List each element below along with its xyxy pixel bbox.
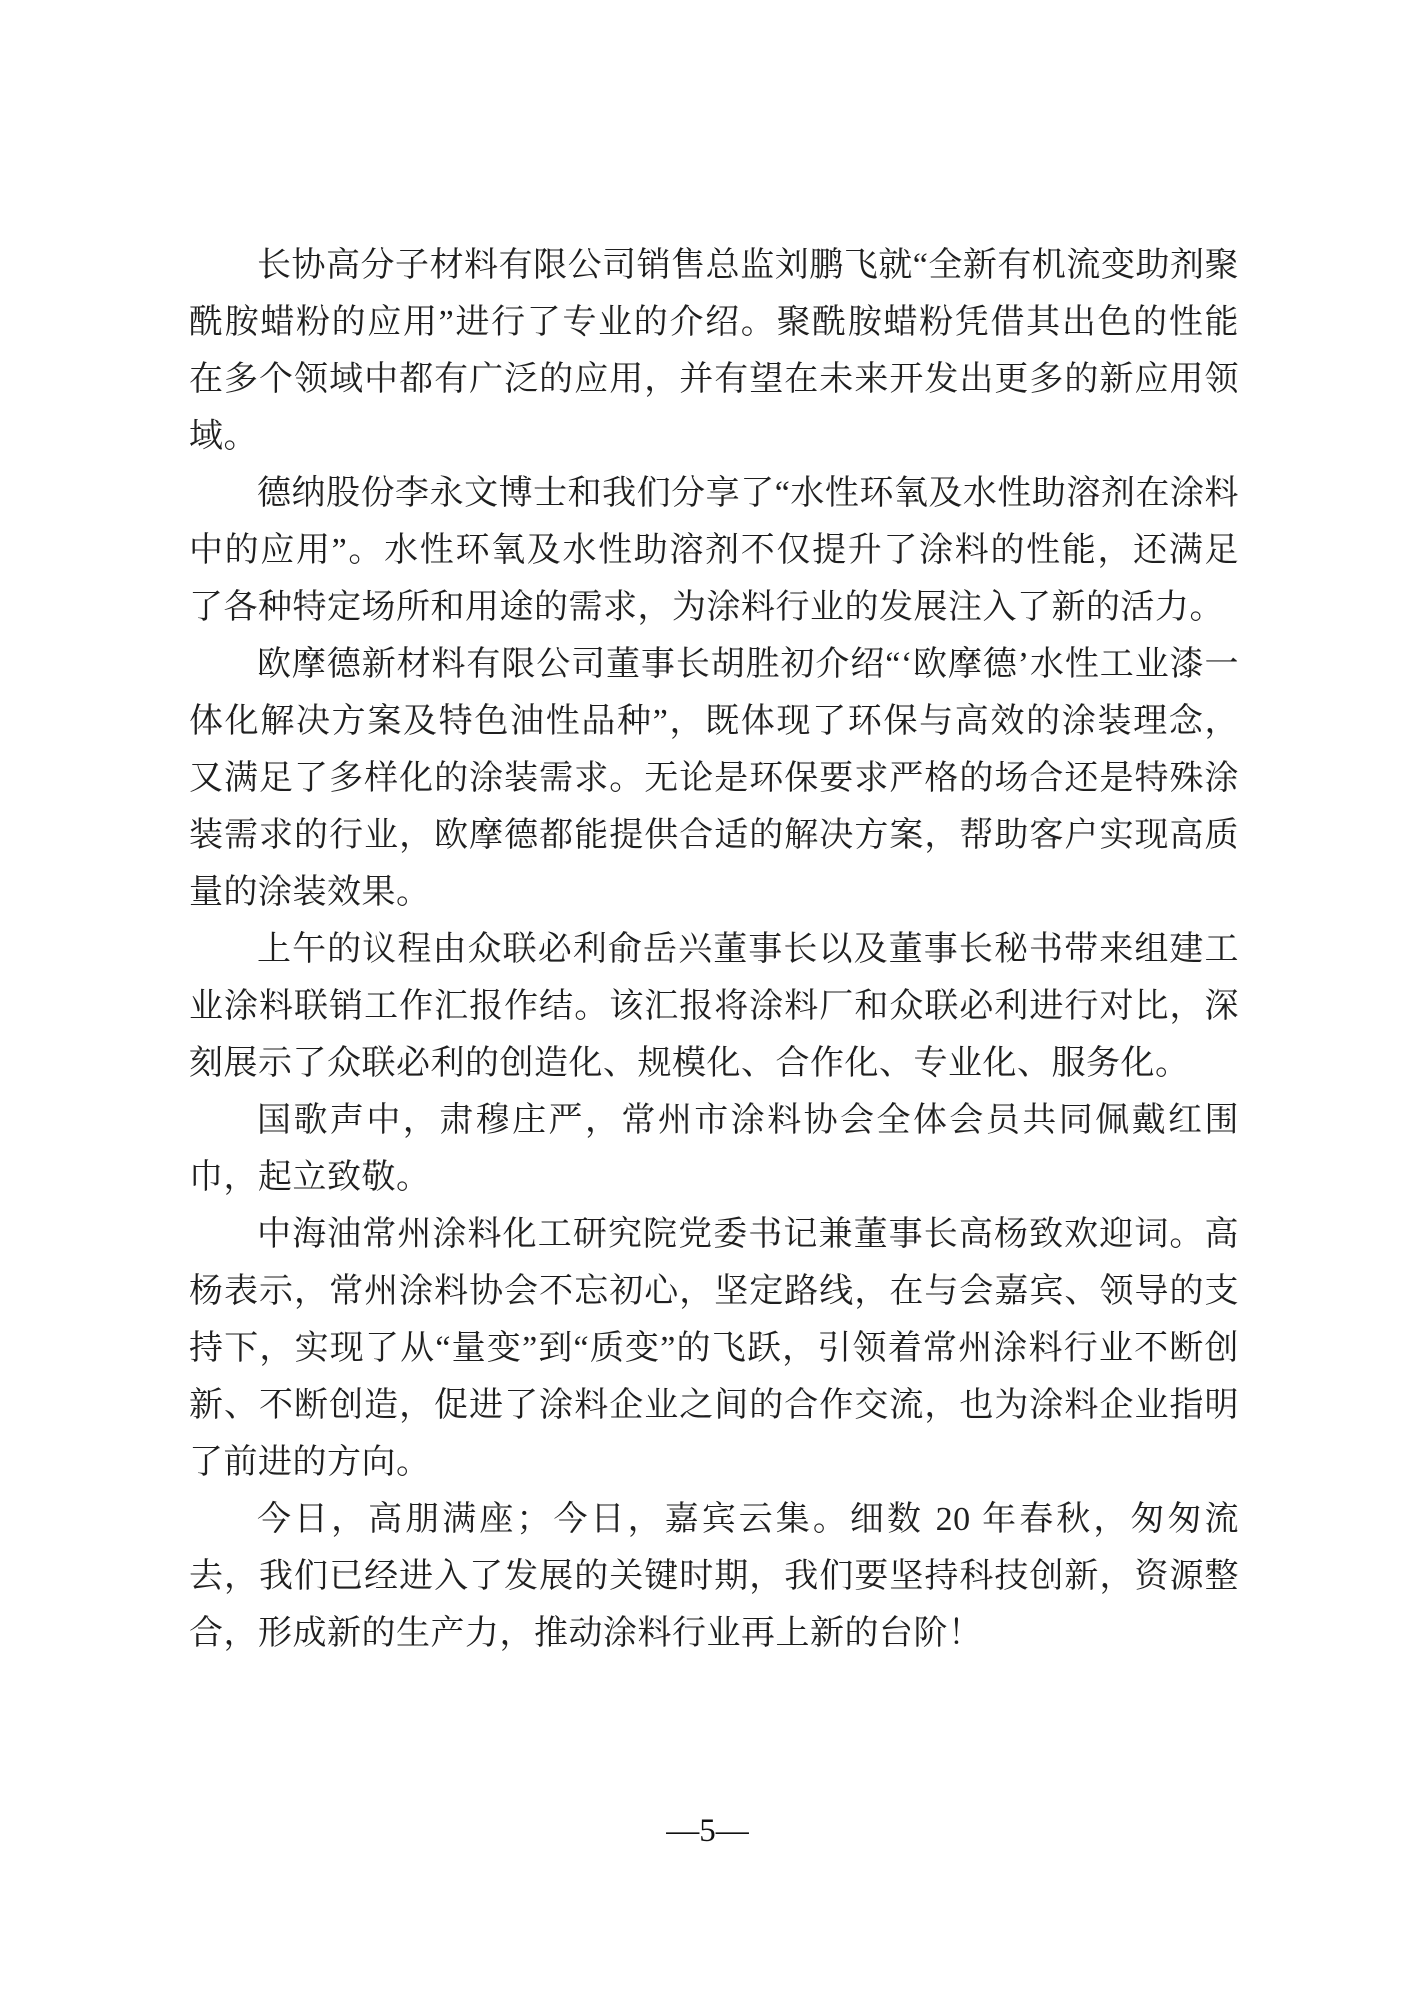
paragraph-gao-yang-welcome: 中海油常州涂料化工研究院党委书记兼董事长高杨致欢迎词。高杨表示，常州涂料协会不忘初心，坚定路线，在与会嘉宾、领导的支持下，实现了从“量变”到“质变”的飞跃，引领着常州涂料行业不断创新、不断创造，促进了涂料企业之间的合作交流，也为涂料企业指明了前进的方向。 <box>189 1216 1239 1481</box>
paragraph-zhonglianbili-report: 上午的议程由众联必利俞岳兴董事长以及董事长秘书带来组建工业涂料联销工作汇报作结。该汇报将涂料厂和众联必利进行对比，深刻展示了众联必利的创造化、规模化、合作化、专业化、服务化。 <box>189 931 1239 1082</box>
document-text-block <box>189 237 1239 1662</box>
page-number: —5— <box>666 1813 749 1849</box>
page-footer <box>0 1806 1415 1856</box>
paragraph-oumode-hu-shengchu: 欧摩德新材料有限公司董事长胡胜初介绍“‘欧摩德’水性工业漆一体化解决方案及特色油性品种”，既体现了环保与高效的涂装理念，又满足了多样化的涂装需求。无论是环保要求严格的场合还是特殊涂装需求的行业，欧摩德都能提供合适的解决方案，帮助客户实现高质量的涂装效果。 <box>189 646 1239 911</box>
paragraph-dena-li-yongwen: 德纳股份李永文博士和我们分享了“水性环氧及水性助溶剂在涂料中的应用”。水性环氧及水性助溶剂不仅提升了涂料的性能，还满足了各种特定场所和用途的需求，为涂料行业的发展注入了新的活力。 <box>189 475 1239 626</box>
paragraph-closing-remarks: 今日，高朋满座；今日，嘉宾云集。细数 20 年春秋，匆匆流去，我们已经进入了发展的关键时期，我们要坚持科技创新，资源整合，形成新的生产力，推动涂料行业再上新的台阶！ <box>189 1501 1239 1652</box>
paragraph-liu-pengfei: 长协高分子材料有限公司销售总监刘鹏飞就“全新有机流变助剂聚酰胺蜡粉的应用”进行了专业的介绍。聚酰胺蜡粉凭借其出色的性能在多个领域中都有广泛的应用，并有望在未来开发出更多的新应用领域。 <box>189 247 1239 455</box>
paragraph-national-anthem: 国歌声中，肃穆庄严，常州市涂料协会全体会员共同佩戴红围巾，起立致敬。 <box>189 1102 1239 1196</box>
